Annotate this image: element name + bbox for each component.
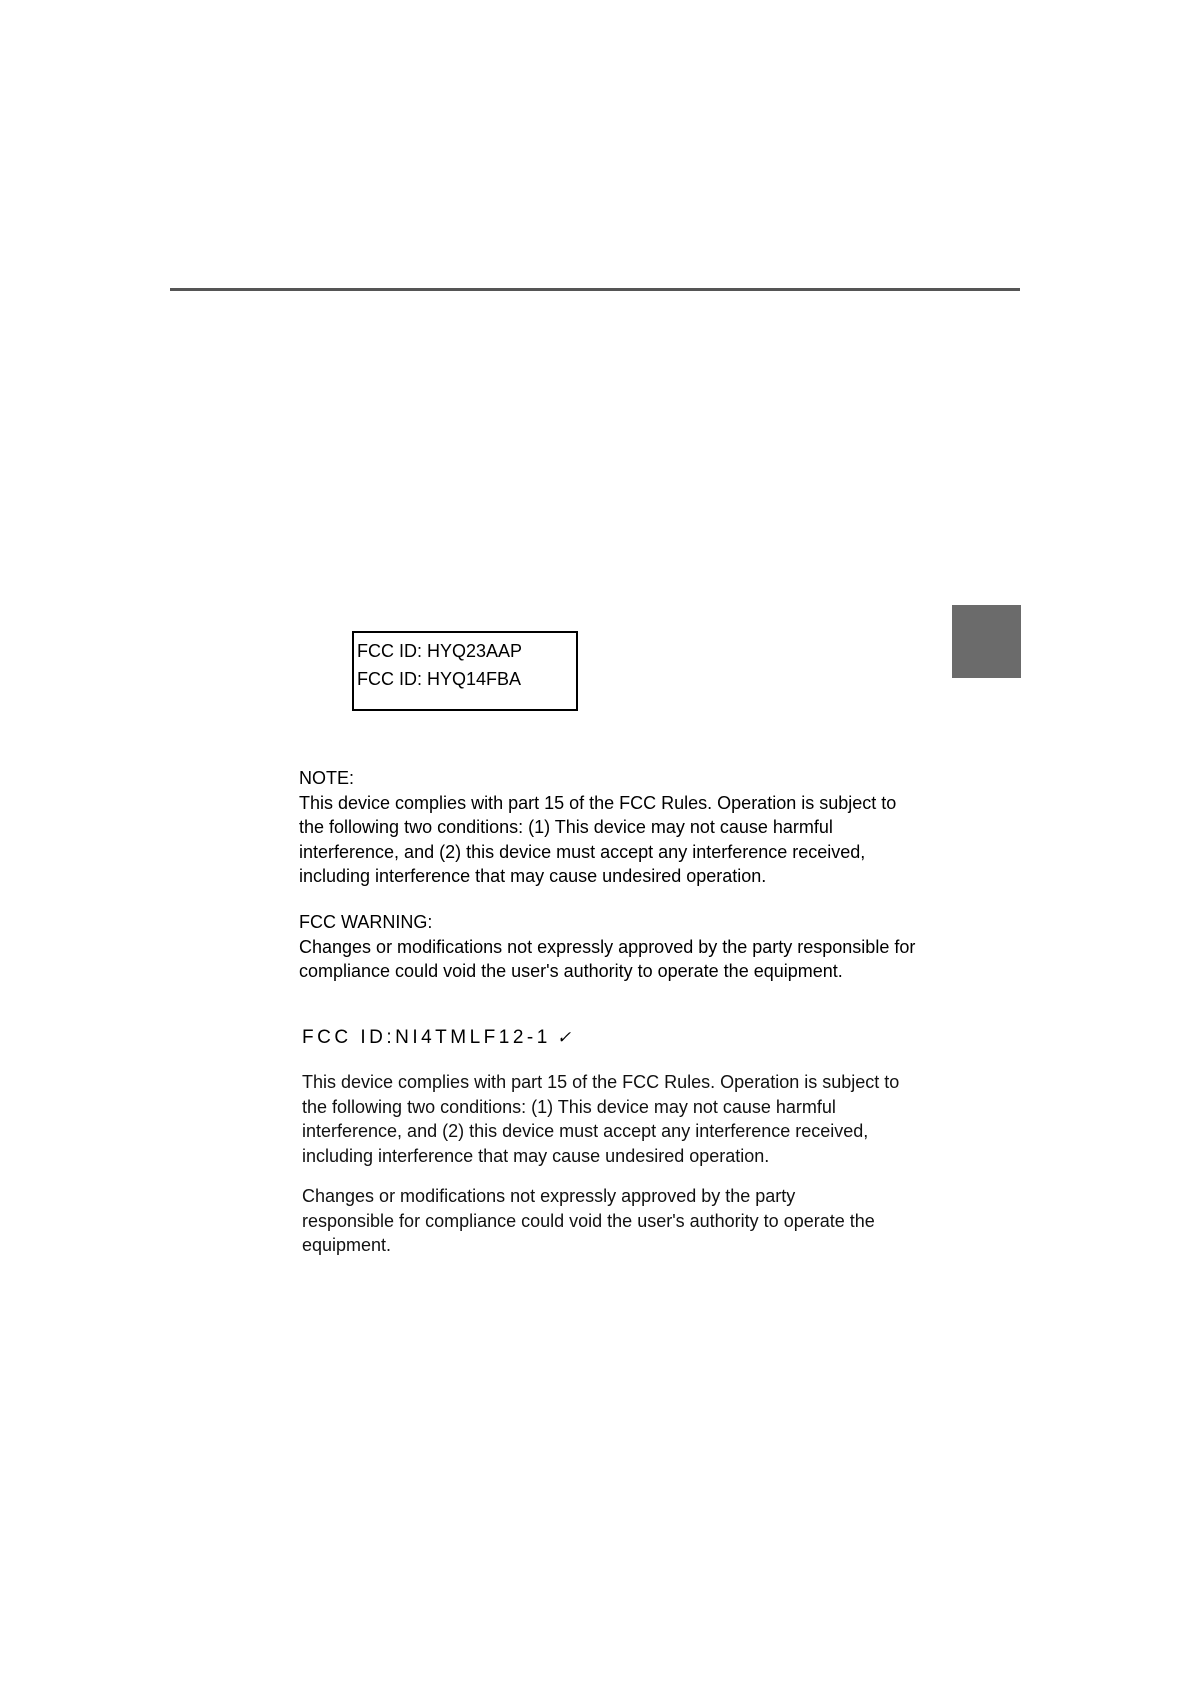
warning-label: FCC WARNING: xyxy=(299,912,433,932)
note-section xyxy=(299,766,919,889)
chapter-side-tab xyxy=(952,605,1021,678)
fcc-id-second xyxy=(302,1027,571,1049)
second-compliance-paragraph: This device complies with part 15 of the FCC Rules. Operation is subject to the following two conditions: (1) This device may not cause harmful interference, and (2) this device must accept any interference received, including interference that may cause undesired operation. xyxy=(302,1072,900,1166)
note-text: This device complies with part 15 of the FCC Rules. Operation is subject to the following two conditions: (1) This device may not cause harmful interference, and (2) this device must accept any interference received, including interference that may cause undesired operation. xyxy=(299,792,897,886)
warning-text: Changes or modifications not expressly approved by the party responsible for compliance could void the user's authority to operate the equipment. xyxy=(299,936,916,981)
fcc-id-label-box xyxy=(352,631,578,711)
fcc-id-line-2: FCC ID: HYQ14FBA xyxy=(357,669,522,689)
second-changes-paragraph: Changes or modifications not expressly approved by the party responsible for compliance could void the user's authority to operate the equipment. xyxy=(302,1186,875,1255)
note-label: NOTE: xyxy=(299,768,355,788)
top-divider-rule xyxy=(170,288,1020,291)
check-mark-icon: ✓ xyxy=(556,1028,572,1047)
fcc-id-line-1: FCC ID: HYQ23AAP xyxy=(357,641,523,661)
warning-section xyxy=(299,910,919,984)
fcc-id-second-text: FCC ID:NI4TMLF12-1 xyxy=(302,1027,551,1048)
